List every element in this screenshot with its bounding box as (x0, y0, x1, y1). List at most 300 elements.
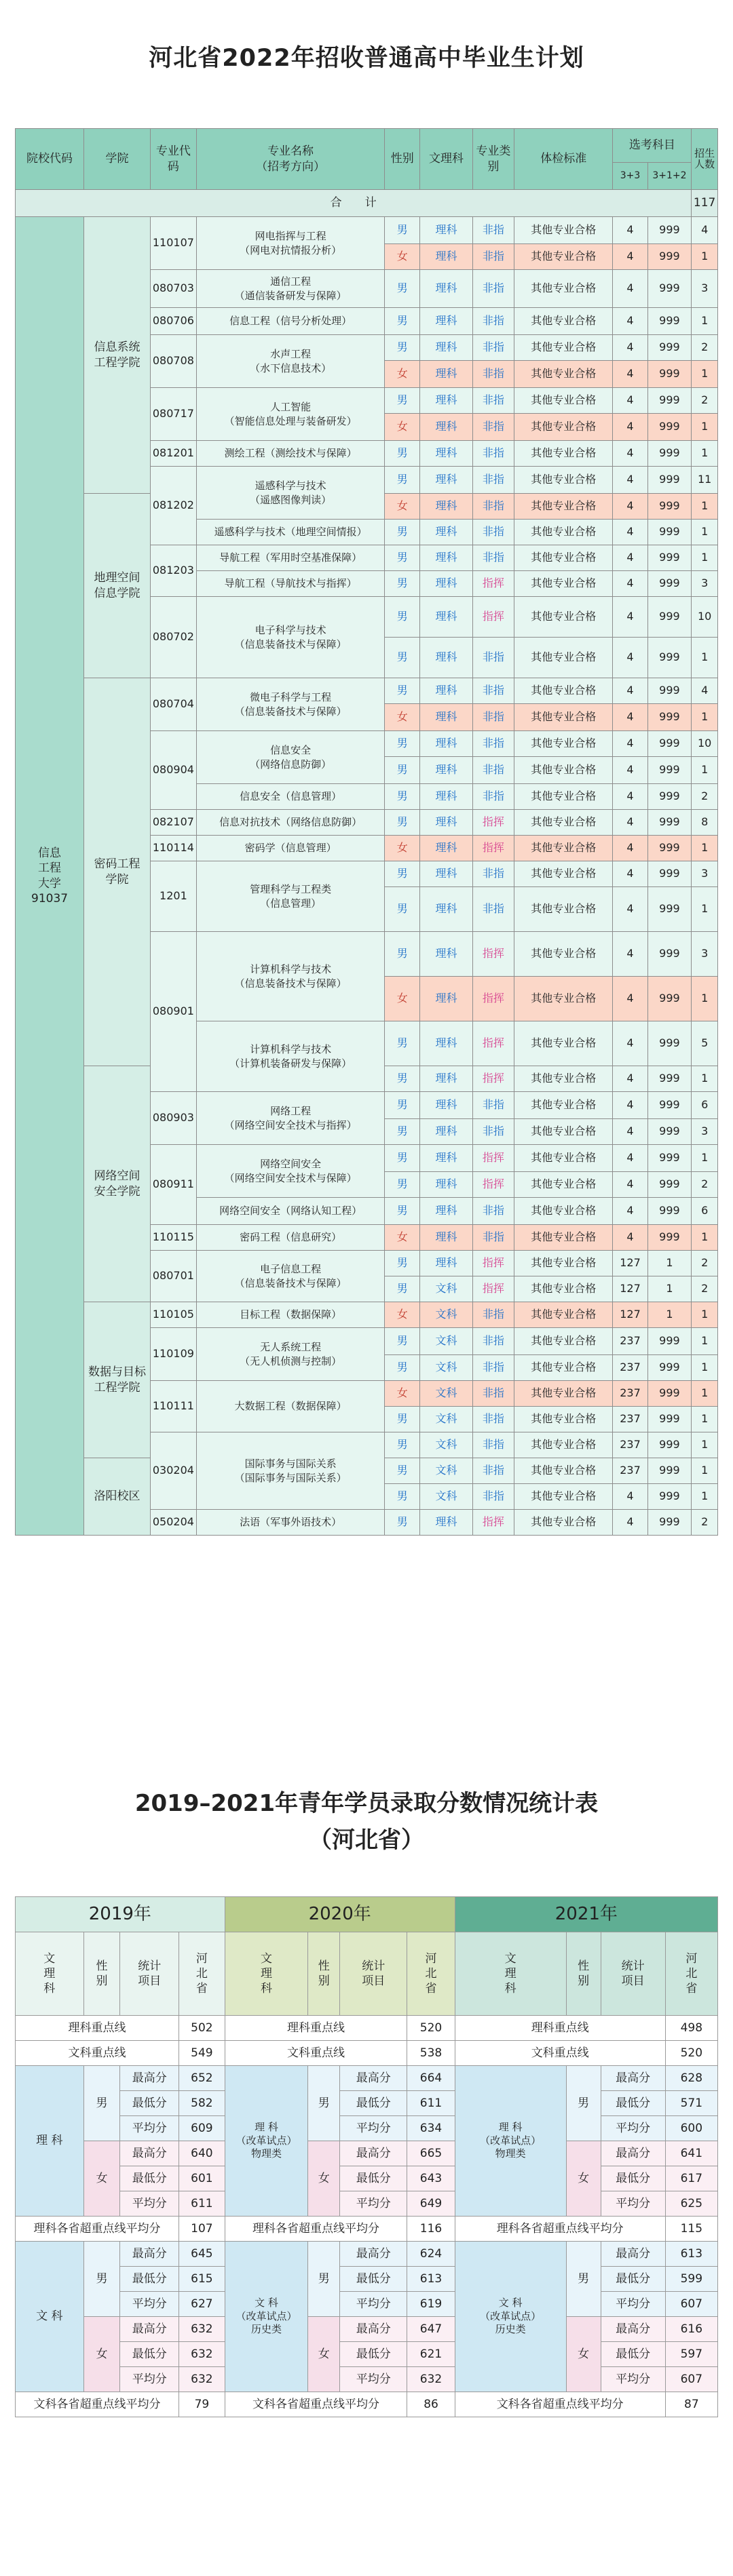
enrollment-count-cell: 2 (692, 784, 718, 810)
stat-value: 664 (407, 2066, 455, 2091)
major-name-cell: 计算机科学与技术 （信息装备技术与保障） (196, 932, 384, 1021)
arts-science-cell: 理科 (420, 704, 472, 731)
stat-value: 582 (179, 2091, 225, 2116)
elective-3plus1plus2-cell: 999 (647, 571, 692, 597)
key-line-value: 520 (665, 2041, 717, 2066)
major-type-cell: 非指 (472, 217, 514, 244)
enrollment-count-cell: 1 (692, 441, 718, 467)
physical-exam-cell: 其他专业合格 (514, 1119, 613, 1145)
plan-row (16, 217, 718, 244)
major-code-cell: 081201 (150, 441, 196, 467)
physical-exam-cell: 其他专业合格 (514, 977, 613, 1021)
enrollment-count-cell: 11 (692, 467, 718, 494)
key-line-label: 文科重点线 (16, 2041, 179, 2066)
major-name-cell: 电子科学与技术 （信息装备技术与保障） (196, 597, 384, 678)
stat-value: 607 (665, 2292, 717, 2317)
header-item: 统计 项目 (601, 1932, 665, 2016)
arts-science-cell: 理科 (420, 861, 472, 887)
sex-cell: 男 (385, 335, 420, 361)
enrollment-count-cell: 1 (692, 1145, 718, 1172)
major-name-cell: 计算机科学与技术 （计算机装备研发与保障） (196, 1021, 384, 1092)
major-name-cell: 信息工程（信号分析处理） (196, 308, 384, 335)
sex-cell: 男 (385, 1172, 420, 1198)
arts-science-cell: 理科 (420, 361, 472, 388)
enrollment-count-cell: 1 (692, 704, 718, 731)
elective-3plus3-cell: 4 (613, 361, 647, 388)
arts-science-cell: 理科 (420, 810, 472, 836)
sex-cell: 男 (385, 1021, 420, 1066)
physical-exam-cell: 其他专业合格 (514, 441, 613, 467)
sex-cell: 男 (385, 388, 420, 414)
elective-3plus3-cell: 4 (613, 545, 647, 571)
enrollment-count-cell: 1 (692, 1066, 718, 1092)
elective-3plus1plus2-cell: 999 (647, 861, 692, 887)
group-label: 文 科 (16, 2242, 84, 2392)
elective-3plus3-cell: 4 (613, 1092, 647, 1119)
key-line-value: 520 (407, 2016, 455, 2041)
major-code-cell: 080901 (150, 932, 196, 1092)
major-code-cell: 110115 (150, 1225, 196, 1251)
elective-3plus1plus2-cell: 999 (647, 810, 692, 836)
enrollment-count-cell: 1 (692, 977, 718, 1021)
plan-row (16, 1302, 718, 1328)
major-name-cell: 电子信息工程 （信息装备技术与保障） (196, 1251, 384, 1302)
sex-label: 男 (308, 2066, 340, 2141)
enrollment-count-cell: 1 (692, 1302, 718, 1328)
arts-science-cell: 理科 (420, 571, 472, 597)
major-type-cell: 非指 (472, 1484, 514, 1510)
header-wl: 文 理 科 (225, 1932, 308, 2016)
sex-cell: 男 (385, 784, 420, 810)
stat-value: 571 (665, 2091, 717, 2116)
major-type-cell: 非指 (472, 731, 514, 757)
arts-science-cell: 文科 (420, 1484, 472, 1510)
avg-label: 文科各省超重点线平均分 (225, 2392, 407, 2417)
elective-3plus1plus2-cell: 999 (647, 270, 692, 308)
arts-science-cell: 理科 (420, 308, 472, 335)
major-type-cell: 指挥 (472, 597, 514, 638)
key-line-value: 538 (407, 2041, 455, 2066)
sex-cell: 男 (385, 520, 420, 545)
arts-science-cell: 理科 (420, 597, 472, 638)
major-code-cell: 1201 (150, 861, 196, 932)
header-major-name: 专业名称 （招考方向） (196, 129, 384, 190)
major-type-cell: 指挥 (472, 571, 514, 597)
major-name-cell: 导航工程（军用时空基准保障） (196, 545, 384, 571)
sex-cell: 男 (385, 1066, 420, 1092)
major-type-cell: 非指 (472, 1302, 514, 1328)
header-arts-science: 文理科 (420, 129, 472, 190)
arts-science-cell: 文科 (420, 1407, 472, 1432)
physical-exam-cell: 其他专业合格 (514, 1381, 613, 1407)
physical-exam-cell: 其他专业合格 (514, 704, 613, 731)
enrollment-count-cell: 2 (692, 388, 718, 414)
sex-cell: 女 (385, 836, 420, 861)
elective-3plus3-cell: 4 (613, 441, 647, 467)
arts-science-cell: 理科 (420, 414, 472, 441)
enrollment-count-cell: 1 (692, 638, 718, 678)
physical-exam-cell: 其他专业合格 (514, 1092, 613, 1119)
avg-value: 86 (407, 2392, 455, 2417)
enrollment-count-cell: 1 (692, 887, 718, 932)
sex-cell: 男 (385, 810, 420, 836)
sex-cell: 男 (385, 757, 420, 784)
major-type-cell: 非指 (472, 1119, 514, 1145)
sex-cell: 男 (385, 1198, 420, 1225)
elective-3plus3-cell: 4 (613, 757, 647, 784)
physical-exam-cell: 其他专业合格 (514, 571, 613, 597)
key-line-label: 理科重点线 (16, 2016, 179, 2041)
stat-value: 609 (179, 2116, 225, 2141)
physical-exam-cell: 其他专业合格 (514, 1328, 613, 1355)
avg-value: 107 (179, 2217, 225, 2242)
sex-cell: 男 (385, 1119, 420, 1145)
major-name-cell: 目标工程（数据保障） (196, 1302, 384, 1328)
stat-item: 最高分 (120, 2242, 179, 2267)
header-sex: 性别 (385, 129, 420, 190)
physical-exam-cell: 其他专业合格 (514, 1066, 613, 1092)
elective-3plus3-cell: 4 (613, 520, 647, 545)
stat-value: 632 (179, 2342, 225, 2367)
elective-3plus1plus2-cell: 999 (647, 1145, 692, 1172)
physical-exam-cell: 其他专业合格 (514, 1510, 613, 1536)
elective-3plus3-cell: 4 (613, 1198, 647, 1225)
physical-exam-cell: 其他专业合格 (514, 414, 613, 441)
sex-cell: 女 (385, 361, 420, 388)
avg-value: 87 (665, 2392, 717, 2417)
stat-item: 最低分 (340, 2342, 407, 2367)
enrollment-count-cell: 1 (692, 1484, 718, 1510)
physical-exam-cell: 其他专业合格 (514, 1355, 613, 1381)
elective-3plus3-cell: 4 (613, 731, 647, 757)
elective-3plus1plus2-cell: 999 (647, 1407, 692, 1432)
physical-exam-cell: 其他专业合格 (514, 1225, 613, 1251)
stat-item: 最低分 (601, 2267, 665, 2292)
elective-3plus3-cell: 237 (613, 1432, 647, 1458)
stat-value: 640 (179, 2141, 225, 2166)
sex-label: 女 (566, 2317, 601, 2392)
enrollment-count-cell: 1 (692, 757, 718, 784)
stat-item: 最低分 (120, 2091, 179, 2116)
stat-item: 最低分 (601, 2342, 665, 2367)
plan-title: 河北省2022年招收普通高中毕业生计划 (149, 45, 584, 72)
arts-science-cell: 理科 (420, 1021, 472, 1066)
stat-item: 平均分 (340, 2191, 407, 2217)
college-cell: 密码工程 学院 (84, 678, 151, 1066)
arts-science-cell: 理科 (420, 1198, 472, 1225)
major-code-cell: 080911 (150, 1145, 196, 1225)
stat-item: 最高分 (601, 2242, 665, 2267)
physical-exam-cell: 其他专业合格 (514, 1172, 613, 1198)
enrollment-count-cell: 3 (692, 571, 718, 597)
stat-item: 平均分 (120, 2191, 179, 2217)
major-type-cell: 非指 (472, 467, 514, 494)
elective-3plus1plus2-cell: 999 (647, 244, 692, 270)
arts-science-cell: 文科 (420, 1302, 472, 1328)
major-type-cell: 非指 (472, 1198, 514, 1225)
enrollment-count-cell: 5 (692, 1021, 718, 1066)
physical-exam-cell: 其他专业合格 (514, 731, 613, 757)
major-name-cell: 遥感科学与技术（地理空间情报） (196, 520, 384, 545)
sex-cell: 女 (385, 1381, 420, 1407)
major-name-cell: 微电子科学与工程 （信息装备技术与保障） (196, 678, 384, 731)
elective-3plus1plus2-cell: 999 (647, 414, 692, 441)
sex-cell: 男 (385, 1458, 420, 1484)
elective-3plus3-cell: 4 (613, 861, 647, 887)
enrollment-count-cell: 2 (692, 1510, 718, 1536)
major-code-cell: 080704 (150, 678, 196, 731)
physical-exam-cell: 其他专业合格 (514, 244, 613, 270)
key-line-label: 理科重点线 (455, 2016, 665, 2041)
physical-exam-cell: 其他专业合格 (514, 1484, 613, 1510)
stat-value: 624 (407, 2242, 455, 2267)
stat-value: 617 (665, 2166, 717, 2191)
elective-3plus1plus2-cell: 999 (647, 1484, 692, 1510)
elective-3plus3-cell: 127 (613, 1302, 647, 1328)
major-type-cell: 非指 (472, 1381, 514, 1407)
enrollment-count-cell: 1 (692, 494, 718, 520)
key-line-label: 理科重点线 (225, 2016, 407, 2041)
stat-value: 611 (407, 2091, 455, 2116)
major-type-cell: 非指 (472, 1355, 514, 1381)
elective-3plus1plus2-cell: 999 (647, 1066, 692, 1092)
arts-science-cell: 理科 (420, 1225, 472, 1251)
major-type-cell: 指挥 (472, 1172, 514, 1198)
enrollment-count-cell: 8 (692, 810, 718, 836)
elective-3plus3-cell: 4 (613, 571, 647, 597)
major-type-cell: 非指 (472, 244, 514, 270)
major-type-cell: 非指 (472, 638, 514, 678)
stat-value: 597 (665, 2342, 717, 2367)
major-code-cell: 080717 (150, 388, 196, 441)
enrollment-count-cell: 1 (692, 545, 718, 571)
sex-cell: 女 (385, 1302, 420, 1328)
elective-3plus1plus2-cell: 1 (647, 1251, 692, 1276)
major-code-cell: 080904 (150, 731, 196, 810)
elective-3plus3-cell: 4 (613, 810, 647, 836)
enrollment-count-cell: 4 (692, 217, 718, 244)
elective-3plus1plus2-cell: 999 (647, 678, 692, 704)
elective-3plus3-cell: 4 (613, 1066, 647, 1092)
enrollment-count-cell: 3 (692, 861, 718, 887)
sex-cell: 男 (385, 1510, 420, 1536)
major-name-cell: 信息对抗技术（网络信息防御） (196, 810, 384, 836)
physical-exam-cell: 其他专业合格 (514, 361, 613, 388)
arts-science-cell: 文科 (420, 1328, 472, 1355)
arts-science-cell: 理科 (420, 836, 472, 861)
elective-3plus3-cell: 4 (613, 494, 647, 520)
avg-value: 116 (407, 2217, 455, 2242)
stat-item: 最低分 (340, 2166, 407, 2191)
header-elective-subjects: 选考科目 (613, 129, 692, 163)
physical-exam-cell: 其他专业合格 (514, 932, 613, 977)
header-item: 统计 项目 (120, 1932, 179, 2016)
enrollment-count-cell: 4 (692, 678, 718, 704)
stat-item: 最低分 (120, 2166, 179, 2191)
stat-item: 平均分 (340, 2367, 407, 2392)
arts-science-cell: 理科 (420, 1172, 472, 1198)
enrollment-count-cell: 1 (692, 361, 718, 388)
elective-3plus3-cell: 4 (613, 414, 647, 441)
arts-science-cell: 文科 (420, 1355, 472, 1381)
elective-3plus1plus2-cell: 999 (647, 441, 692, 467)
physical-exam-cell: 其他专业合格 (514, 1302, 613, 1328)
major-type-cell: 非指 (472, 784, 514, 810)
enrollment-count-cell: 6 (692, 1198, 718, 1225)
physical-exam-cell: 其他专业合格 (514, 836, 613, 861)
elective-3plus3-cell: 4 (613, 932, 647, 977)
stat-item: 最低分 (601, 2166, 665, 2191)
major-type-cell: 非指 (472, 1458, 514, 1484)
sex-cell: 男 (385, 887, 420, 932)
sex-label: 男 (308, 2242, 340, 2317)
key-line-value: 502 (179, 2016, 225, 2041)
elective-3plus3-cell: 4 (613, 388, 647, 414)
major-name-cell: 国际事务与国际关系 （国际事务与国际关系） (196, 1432, 384, 1510)
major-type-cell: 非指 (472, 335, 514, 361)
key-line-value: 498 (665, 2016, 717, 2041)
major-code-cell: 110105 (150, 1302, 196, 1328)
stat-item: 最高分 (340, 2141, 407, 2166)
sex-label: 女 (566, 2141, 601, 2217)
major-type-cell: 非指 (472, 1432, 514, 1458)
header-sex: 性 别 (308, 1932, 340, 2016)
stat-item: 最低分 (120, 2342, 179, 2367)
elective-3plus1plus2-cell: 999 (647, 494, 692, 520)
arts-science-cell: 理科 (420, 1145, 472, 1172)
physical-exam-cell: 其他专业合格 (514, 1432, 613, 1458)
header-3plus3: 3+3 (613, 163, 647, 190)
stat-value: 607 (665, 2367, 717, 2392)
arts-science-cell: 理科 (420, 1251, 472, 1276)
sex-cell: 男 (385, 467, 420, 494)
sex-cell: 男 (385, 1328, 420, 1355)
college-cell: 地理空间 信息学院 (84, 494, 151, 678)
avg-label: 文科各省超重点线平均分 (455, 2392, 665, 2417)
header-sex: 性 别 (566, 1932, 601, 2016)
header-college: 学院 (84, 129, 151, 190)
elective-3plus1plus2-cell: 999 (647, 1225, 692, 1251)
elective-3plus3-cell: 4 (613, 308, 647, 335)
elective-3plus3-cell: 237 (613, 1458, 647, 1484)
major-type-cell: 指挥 (472, 1276, 514, 1302)
college-cell: 洛阳校区 (84, 1458, 151, 1536)
elective-3plus3-cell: 4 (613, 1484, 647, 1510)
sex-cell: 男 (385, 571, 420, 597)
stat-item: 平均分 (120, 2367, 179, 2392)
stat-value: 625 (665, 2191, 717, 2217)
college-cell: 网络空间 安全学院 (84, 1066, 151, 1302)
stat-item: 最低分 (120, 2267, 179, 2292)
physical-exam-cell: 其他专业合格 (514, 1021, 613, 1066)
major-name-cell: 网电指挥与工程 （网电对抗情报分析） (196, 217, 384, 270)
enrollment-count-cell: 10 (692, 731, 718, 757)
sex-label: 女 (83, 2141, 120, 2217)
major-name-cell: 通信工程 （通信装备研发与保障） (196, 270, 384, 308)
sex-cell: 女 (385, 414, 420, 441)
stat-item: 最高分 (601, 2066, 665, 2091)
elective-3plus3-cell: 4 (613, 1119, 647, 1145)
major-code-cell: 081202 (150, 467, 196, 545)
enrollment-count-cell: 10 (692, 597, 718, 638)
physical-exam-cell: 其他专业合格 (514, 335, 613, 361)
elective-3plus1plus2-cell: 999 (647, 335, 692, 361)
major-type-cell: 非指 (472, 1092, 514, 1119)
arts-science-cell: 理科 (420, 1066, 472, 1092)
physical-exam-cell: 其他专业合格 (514, 597, 613, 638)
major-type-cell: 非指 (472, 441, 514, 467)
elective-3plus3-cell: 4 (613, 638, 647, 678)
arts-science-cell: 文科 (420, 1458, 472, 1484)
elective-3plus1plus2-cell: 999 (647, 597, 692, 638)
arts-science-cell: 理科 (420, 441, 472, 467)
header-major-code: 专业代码 (150, 129, 196, 190)
physical-exam-cell: 其他专业合格 (514, 861, 613, 887)
major-code-cell: 080708 (150, 335, 196, 388)
stat-value: 601 (179, 2166, 225, 2191)
stat-item: 平均分 (601, 2292, 665, 2317)
sex-cell: 男 (385, 1407, 420, 1432)
header-wl: 文 理 科 (455, 1932, 566, 2016)
physical-exam-cell: 其他专业合格 (514, 678, 613, 704)
major-code-cell: 110111 (150, 1381, 196, 1432)
stat-value: 611 (179, 2191, 225, 2217)
sex-cell: 男 (385, 597, 420, 638)
header-prov: 河 北 省 (665, 1932, 717, 2016)
header-enrollment: 招生人数 (692, 129, 718, 190)
arts-science-cell: 理科 (420, 545, 472, 571)
sex-cell: 男 (385, 217, 420, 244)
arts-science-cell: 理科 (420, 678, 472, 704)
enrollment-count-cell: 1 (692, 308, 718, 335)
total-label: 合 计 (16, 190, 692, 217)
stat-item: 最低分 (340, 2267, 407, 2292)
major-code-cell: 030204 (150, 1432, 196, 1510)
arts-science-cell: 理科 (420, 217, 472, 244)
sex-cell: 女 (385, 704, 420, 731)
elective-3plus3-cell: 4 (613, 704, 647, 731)
avg-label: 理科各省超重点线平均分 (16, 2217, 179, 2242)
sex-cell: 女 (385, 1225, 420, 1251)
major-name-cell: 无人系统工程 （无人机侦测与控制） (196, 1328, 384, 1381)
physical-exam-cell: 其他专业合格 (514, 638, 613, 678)
arts-science-cell: 理科 (420, 467, 472, 494)
physical-exam-cell: 其他专业合格 (514, 810, 613, 836)
sex-cell: 女 (385, 494, 420, 520)
major-type-cell: 指挥 (472, 836, 514, 861)
major-name-cell: 网络空间安全（网络认知工程） (196, 1198, 384, 1225)
major-type-cell: 非指 (472, 388, 514, 414)
elective-3plus3-cell: 4 (613, 1172, 647, 1198)
sex-cell: 男 (385, 1355, 420, 1381)
stat-value: 616 (665, 2317, 717, 2342)
elective-3plus1plus2-cell: 999 (647, 467, 692, 494)
enrollment-count-cell: 1 (692, 414, 718, 441)
arts-science-cell: 理科 (420, 638, 472, 678)
plan-row (16, 678, 718, 704)
enrollment-count-cell: 6 (692, 1092, 718, 1119)
stat-item: 平均分 (601, 2367, 665, 2392)
major-type-cell: 非指 (472, 414, 514, 441)
stat-item: 平均分 (120, 2292, 179, 2317)
arts-science-cell: 理科 (420, 520, 472, 545)
major-type-cell: 非指 (472, 270, 514, 308)
physical-exam-cell: 其他专业合格 (514, 217, 613, 244)
sex-cell: 男 (385, 678, 420, 704)
stat-value: 645 (179, 2242, 225, 2267)
enrollment-count-cell: 1 (692, 1381, 718, 1407)
stat-item: 最高分 (340, 2317, 407, 2342)
